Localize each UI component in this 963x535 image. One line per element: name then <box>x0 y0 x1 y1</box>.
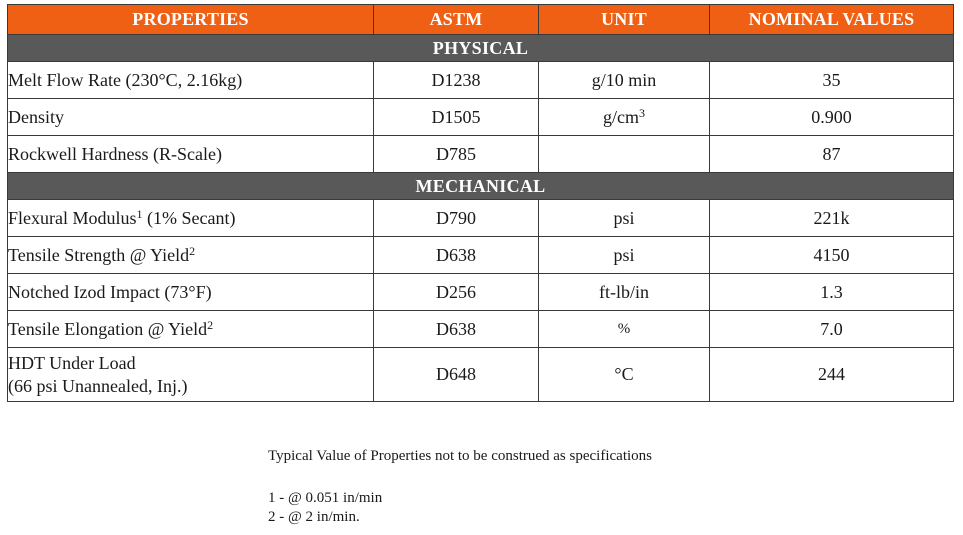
property-name: Melt Flow Rate (230°C, 2.16kg) <box>8 62 374 99</box>
unit-value: % <box>539 311 710 348</box>
footnote-marker: 2 <box>207 317 214 332</box>
astm-code: D1238 <box>374 62 539 99</box>
property-name <box>8 200 374 237</box>
astm-code: D785 <box>374 136 539 173</box>
footnote-1: 1 - @ 0.051 in/min <box>268 490 383 506</box>
table-row <box>8 274 954 311</box>
astm-code: D256 <box>374 274 539 311</box>
header-properties: PROPERTIES <box>8 5 374 35</box>
section-mechanical-label: MECHANICAL <box>8 173 954 200</box>
astm-code: D638 <box>374 311 539 348</box>
table-row <box>8 348 954 402</box>
unit-value: °C <box>539 348 710 402</box>
unit-value: psi <box>539 237 710 274</box>
nominal-value: 244 <box>710 348 954 402</box>
section-mechanical <box>8 173 954 200</box>
nominal-value: 4150 <box>710 237 954 274</box>
footnote-marker: 2 <box>189 243 196 258</box>
table-row <box>8 136 954 173</box>
properties-table <box>7 4 954 402</box>
header-unit: UNIT <box>539 5 710 35</box>
unit-value: g/10 min <box>539 62 710 99</box>
astm-code: D790 <box>374 200 539 237</box>
nominal-value: 87 <box>710 136 954 173</box>
astm-code: D638 <box>374 237 539 274</box>
property-name <box>8 311 374 348</box>
table-row <box>8 311 954 348</box>
footnote-marker: 1 <box>136 206 143 221</box>
unit-value <box>539 99 710 136</box>
property-name <box>8 348 374 402</box>
nominal-value: 35 <box>710 62 954 99</box>
unit-value: ft-lb/in <box>539 274 710 311</box>
nominal-value: 7.0 <box>710 311 954 348</box>
nominal-value: 221k <box>710 200 954 237</box>
property-text: Tensile Strength @ Yield <box>8 244 190 265</box>
section-physical-label: PHYSICAL <box>8 35 954 62</box>
property-name <box>8 237 374 274</box>
property-text-tail: (1% Secant) <box>142 207 236 228</box>
table-row <box>8 62 954 99</box>
property-text: Tensile Elongation @ Yield <box>8 318 208 339</box>
header-row <box>8 5 954 35</box>
section-physical <box>8 35 954 62</box>
footnote-2: 2 - @ 2 in/min. <box>268 509 360 525</box>
unit-text: g/cm <box>603 106 639 127</box>
nominal-value: 0.900 <box>710 99 954 136</box>
unit-value <box>539 136 710 173</box>
disclaimer-note: Typical Value of Properties not to be construed as specifications <box>268 448 652 464</box>
property-line-1: HDT Under Load <box>8 352 136 373</box>
astm-code: D648 <box>374 348 539 402</box>
header-nominal-values: NOMINAL VALUES <box>710 5 954 35</box>
nominal-value: 1.3 <box>710 274 954 311</box>
property-line-2: (66 psi Unannealed, Inj.) <box>8 375 188 396</box>
table-row <box>8 237 954 274</box>
property-text: Flexural Modulus <box>8 207 137 228</box>
property-name: Rockwell Hardness (R-Scale) <box>8 136 374 173</box>
property-name: Density <box>8 99 374 136</box>
unit-value: psi <box>539 200 710 237</box>
table-row <box>8 99 954 136</box>
header-astm: ASTM <box>374 5 539 35</box>
astm-code: D1505 <box>374 99 539 136</box>
property-name: Notched Izod Impact (73°F) <box>8 274 374 311</box>
table-row <box>8 200 954 237</box>
unit-superscript: 3 <box>639 105 645 120</box>
